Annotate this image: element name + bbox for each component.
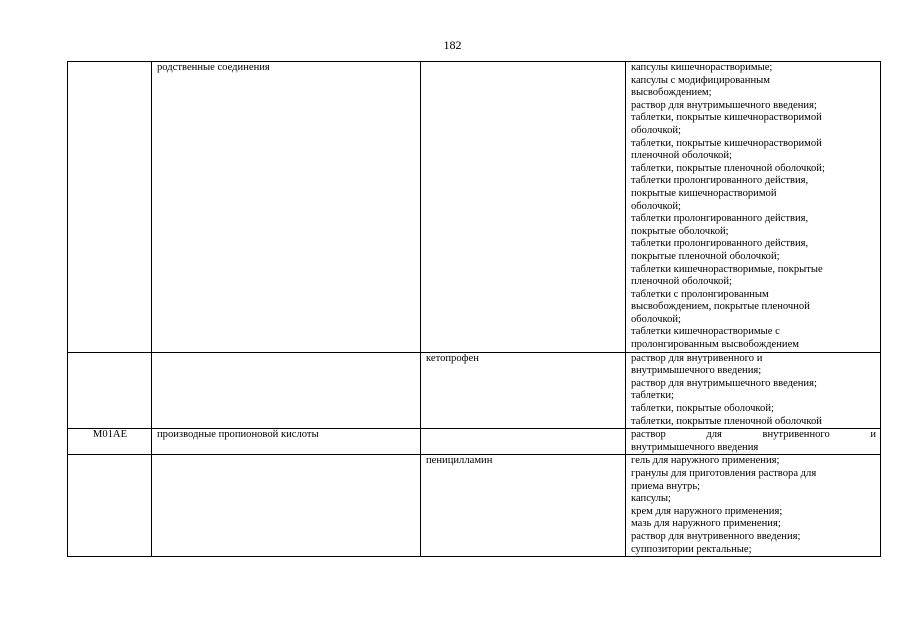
dosage-forms-cell	[626, 455, 881, 557]
drug-name-cell	[421, 429, 626, 455]
dosage-form-item: раствор для внутривенного введения;	[631, 530, 801, 542]
dosage-form-item: таблетки пролонгированного действия, покрытые кишечнорастворимой оболочкой;	[631, 175, 809, 212]
dosage-forms-cell	[626, 352, 881, 429]
drug-table	[67, 61, 881, 557]
dosage-form-item: капсулы с модифицированным высвобождением;	[631, 74, 770, 99]
dosage-form-item: таблетки кишечнорастворимые, покрытые пленочной оболочкой;	[631, 263, 823, 288]
dosage-form-item: таблетки, покрытые кишечнорастворимой оболочкой;	[631, 112, 822, 136]
dosage-form-item: таблетки пролонгированного действия, покрытые оболочкой;	[631, 213, 809, 237]
dosage-form-item: мазь для наружного применения;	[631, 518, 781, 530]
dosage-form-item: суппозитории ректальные;	[631, 543, 752, 555]
drug-name-cell: пеницилламин	[421, 455, 626, 557]
drug-name-cell	[421, 62, 626, 353]
dosage-form-item: таблетки, покрытые кишечнорастворимой пленочной оболочкой;	[631, 137, 822, 162]
dosage-form-item: раствор для внутривенного и	[631, 429, 876, 441]
dosage-form-item: таблетки;	[631, 390, 674, 402]
table-row	[68, 62, 881, 353]
dosage-forms-cell	[626, 429, 881, 455]
dosage-form-item: таблетки пролонгированного действия, покрытые пленочной оболочкой;	[631, 238, 809, 262]
dosage-form-item: таблетки кишечнорастворимые с пролонгированным высвобождением	[631, 326, 799, 351]
page-number: 182	[443, 38, 462, 52]
atc-code-cell	[68, 352, 152, 429]
dosage-form-item: раствор для внутривенного и внутримышечного введения;	[631, 352, 763, 377]
dosage-form-item: раствор для внутримышечного введения;	[631, 99, 817, 111]
dosage-form-item: крем для наружного применения;	[631, 505, 783, 517]
atc-code-cell	[68, 455, 152, 557]
group-name-cell: производные пропионовой кислоты	[152, 429, 421, 455]
dosage-form-item: гранулы для приготовления раствора для приема внутрь;	[631, 468, 817, 492]
drug-name-cell: кетопрофен	[421, 352, 626, 429]
table-row	[68, 429, 881, 455]
table-row	[68, 352, 881, 429]
group-name-cell: родственные соединения	[152, 62, 421, 353]
dosage-form-item: раствор для внутримышечного введения;	[631, 377, 817, 389]
atc-code-cell	[68, 62, 152, 353]
table-row	[68, 455, 881, 557]
dosage-forms-cell	[626, 62, 881, 353]
dosage-form-item: капсулы кишечнорастворимые;	[631, 62, 773, 73]
group-name-cell	[152, 455, 421, 557]
dosage-form-item: таблетки, покрытые пленочной оболочкой	[631, 415, 822, 427]
dosage-form-item: таблетки, покрытые пленочной оболочкой;	[631, 162, 825, 174]
dosage-form-item: капсулы;	[631, 493, 671, 505]
dosage-form-item: внутримышечного введения	[631, 441, 759, 453]
atc-code-cell: M01AE	[68, 429, 152, 455]
group-name-cell	[152, 352, 421, 429]
dosage-form-item: таблетки, покрытые оболочкой;	[631, 403, 774, 415]
dosage-form-item: гель для наружного применения;	[631, 455, 780, 467]
dosage-form-item: таблетки с пролонгированным высвобождением, покрытые пленочной оболочкой;	[631, 288, 810, 325]
